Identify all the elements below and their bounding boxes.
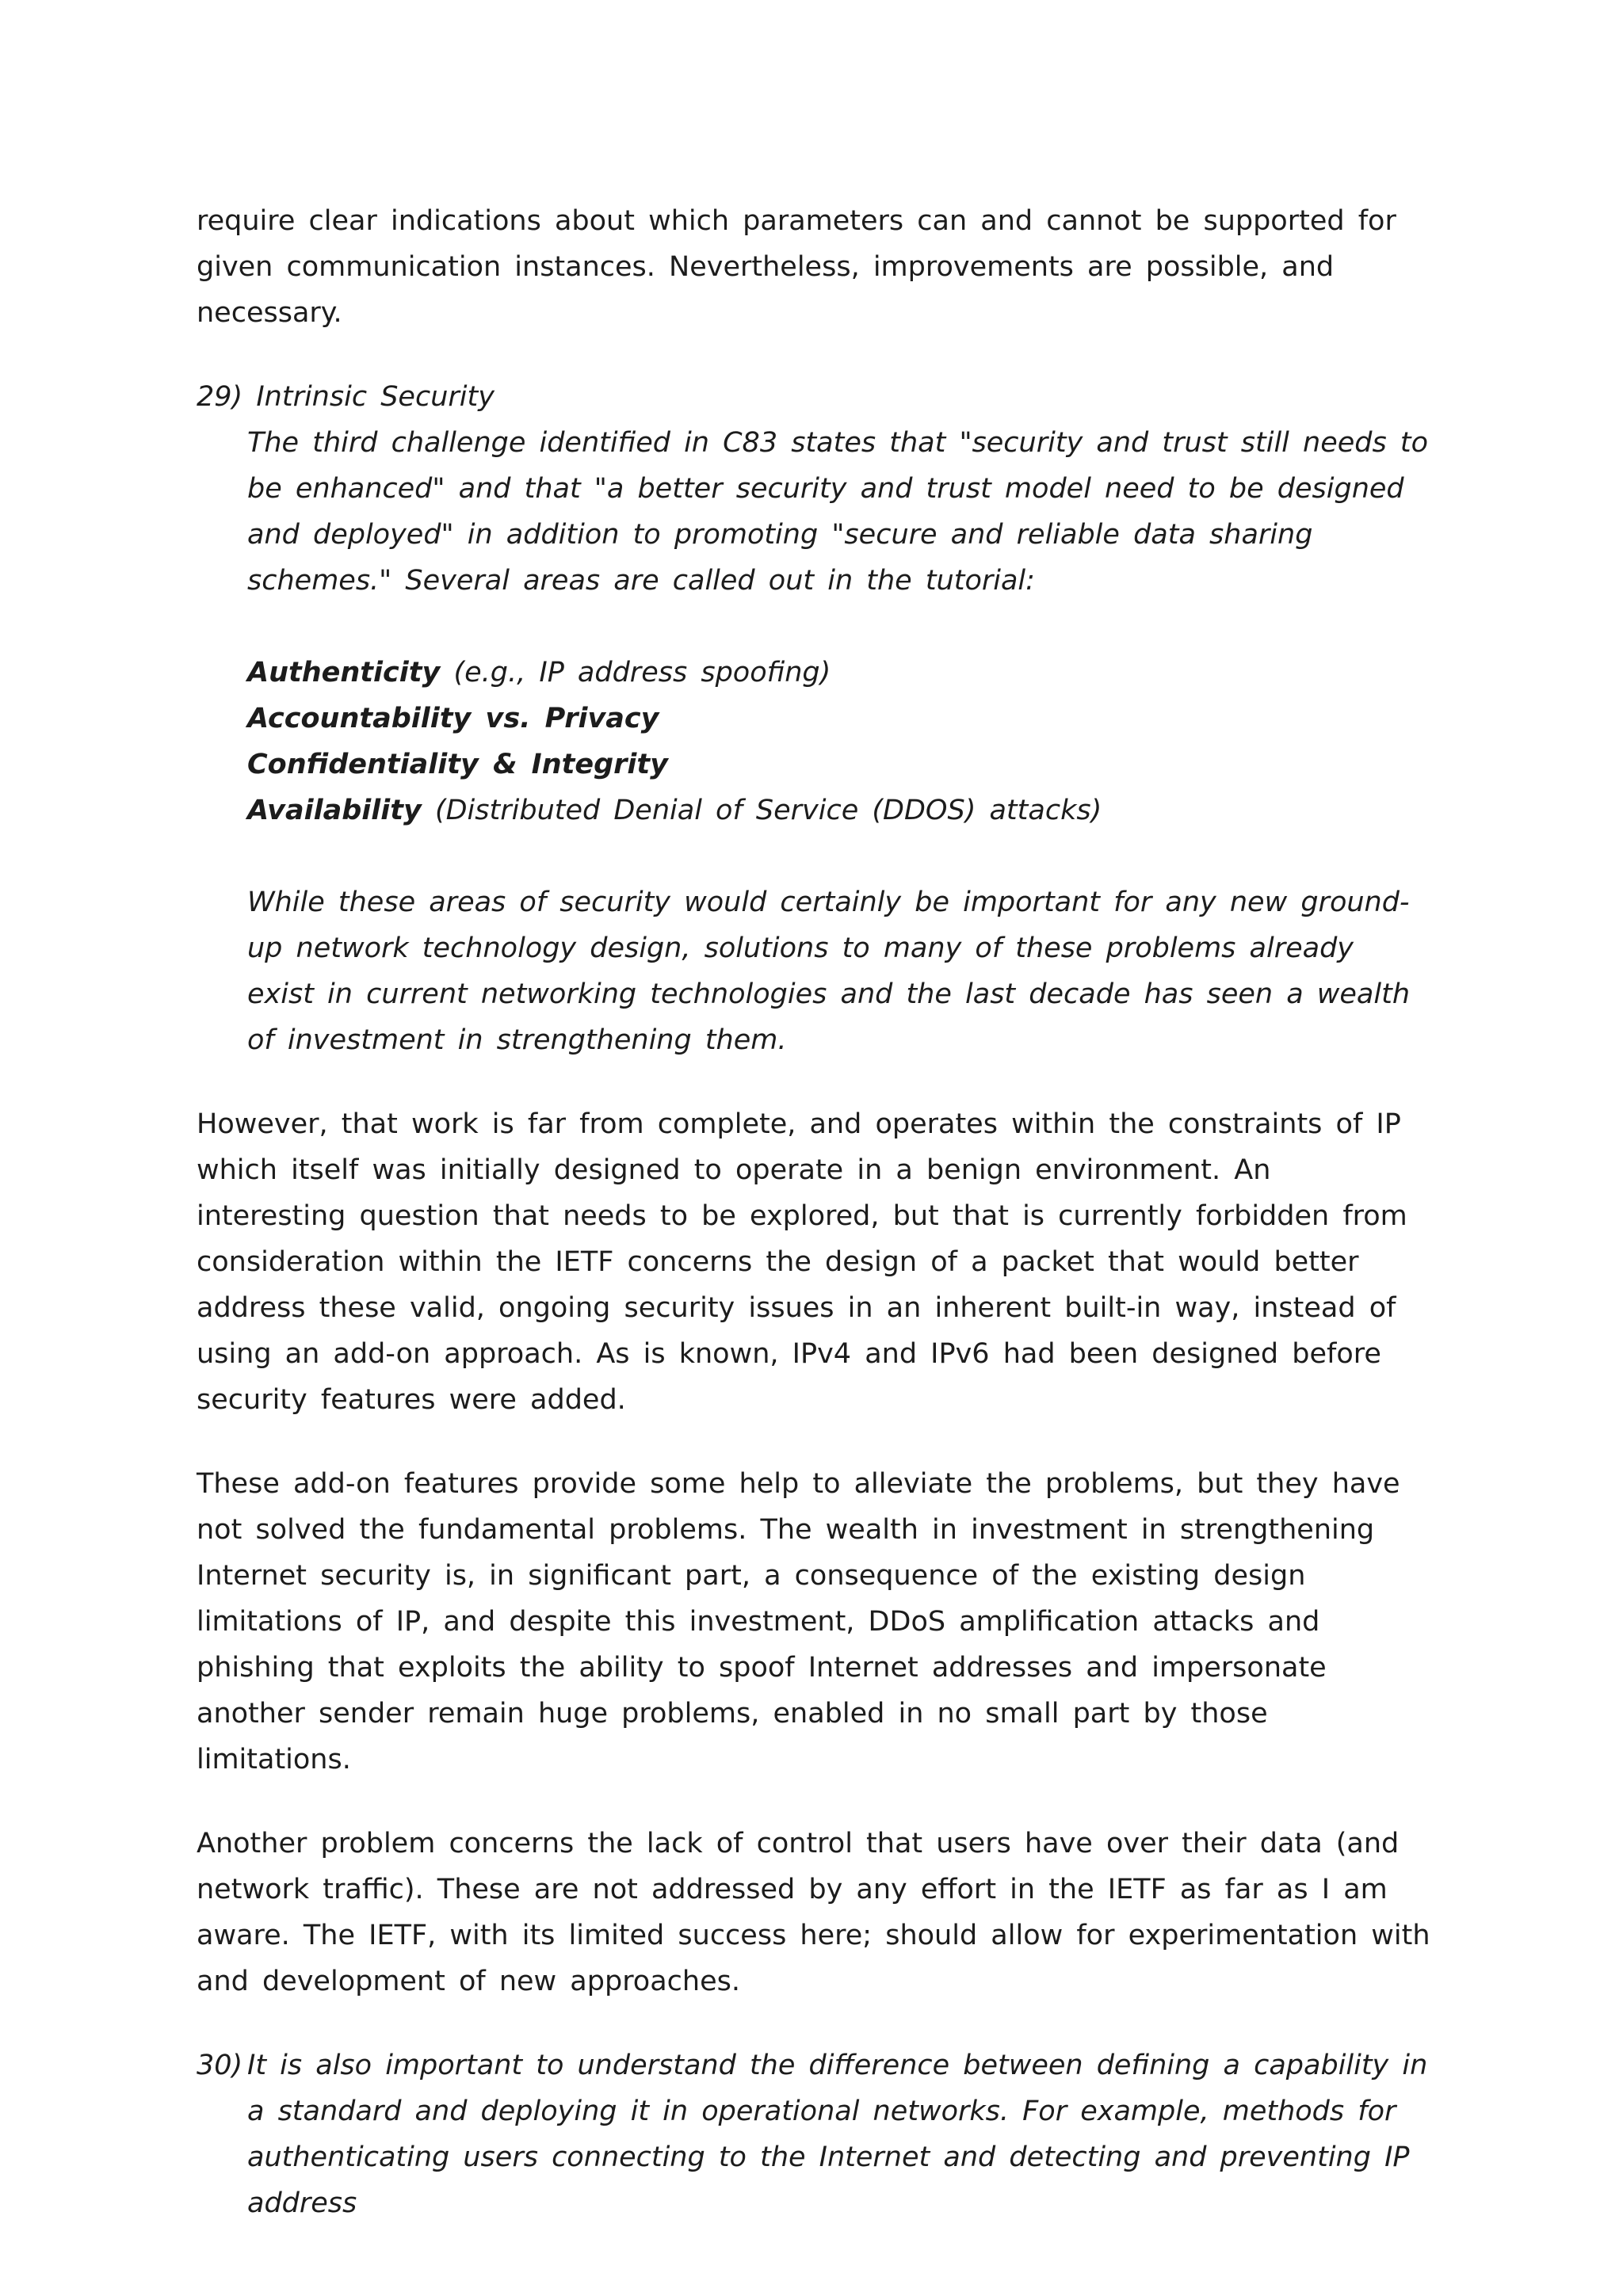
- item-29-heading: [197, 374, 1433, 420]
- item-30-text: [197, 2042, 1433, 2226]
- item-29-title: Intrinsic Security: [256, 381, 495, 413]
- security-area-availability: [247, 788, 1433, 833]
- item-30: [197, 2042, 1433, 2226]
- security-areas-list: [197, 650, 1433, 833]
- security-area-confidentiality: [247, 742, 1433, 788]
- item-29-number: 29): [197, 381, 243, 413]
- body-paragraph-2: These add-on features provide some help to alleviate the problems, but they have not solved the fundamental problems. The wealth in investment in strengthening Internet security is, in significant part, a consequence of the existing design limitations of IP, and despite this investment, DDoS amplification attacks and phishing that exploits the ability to spoof Internet addresses and impersonate another sender remain huge problems, enabled in no small part by those limitations.: [197, 1468, 1400, 1775]
- item-29-closing: While these areas of security would certainly be important for any new ground-up network technology design, solutions to many of these problems already exist in current networking technologies and the last decade has seen a wealth of investment in strengthening them.: [247, 887, 1411, 1056]
- item-29-body: The third challenge identified in C83 states that "security and trust still needs to be enhanced" and that "a better security and trust model need to be designed and deployed" in addition to promoting "secure and reliable data sharing schemes." Several areas are called out in the tutorial:: [247, 427, 1428, 597]
- security-area-label: Authenticity: [247, 657, 441, 688]
- body-paragraph-1: However, that work is far from complete, and operates within the constraints of IP which itself was initially designed to operate in a benign environment. An interesting question that needs to be explored, but that is currently forbidden from consideration within the IETF concerns the design of a packet that would better address these valid, ongoing security issues in an inherent built-in way, instead of using an add-on approach. As is known, IPv4 and IPv6 had been designed before security features were added.: [197, 1108, 1407, 1416]
- security-area-label: Availability: [247, 795, 422, 826]
- intro-paragraph: require clear indications about which parameters can and cannot be supported for given communication instances. Nevertheless, improvements are possible, and necessary.: [197, 205, 1396, 329]
- security-area-label: Confidentiality & Integrity: [247, 749, 668, 780]
- security-area-label: Accountability vs. Privacy: [247, 703, 659, 734]
- security-area-accountability: [247, 696, 1433, 742]
- document-body: [197, 198, 1433, 2264]
- spacer: [197, 604, 1433, 650]
- security-area-detail: (Distributed Denial of Service (DDOS) attacks): [434, 795, 1102, 826]
- spacer: [197, 833, 1433, 879]
- security-area-authenticity: [247, 650, 1433, 696]
- security-area-detail: (e.g., IP address spoofing): [453, 657, 831, 688]
- item-30-number: 30): [197, 2050, 243, 2081]
- item-30-body: It is also important to understand the difference between defining a capability in a standard and deploying it in operational networks. For example, methods for authenticating users connecting to the Internet and detecting and preventing IP address: [247, 2050, 1428, 2219]
- body-paragraph-3: Another problem concerns the lack of control that users have over their data (and network traffic). These are not addressed by any effort in the IETF as far as I am aware. The IETF, with its limited success here; should allow for experimentation with and development of new approaches.: [197, 1828, 1430, 1997]
- item-29: [197, 374, 1433, 1063]
